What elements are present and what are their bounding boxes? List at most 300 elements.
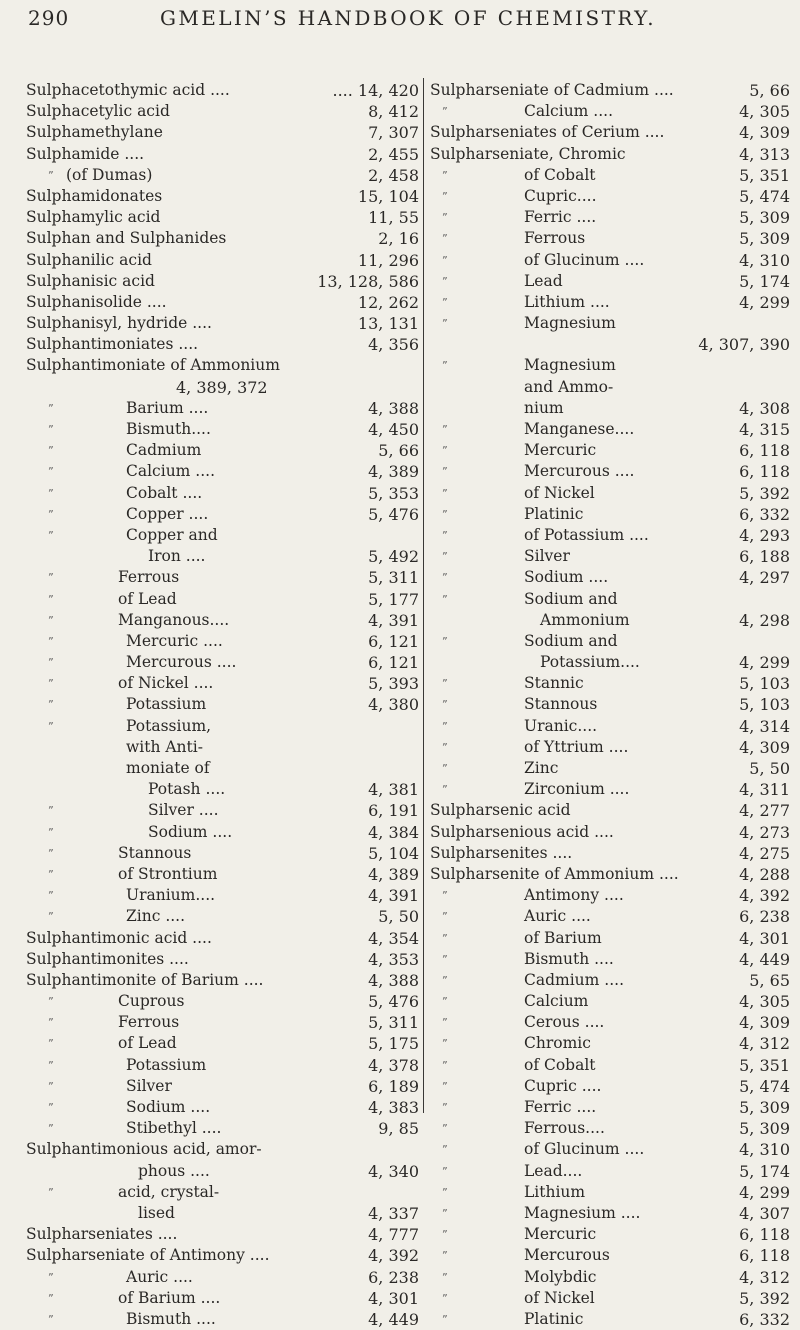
entry-reference: 2, 16 [378,229,419,249]
index-entry [430,1203,790,1224]
ditto-mark: ” [442,698,448,712]
entry-label: Bismuth.... [126,420,211,438]
entry-label: Bismuth .... [524,949,614,968]
entry-label: moniate of [126,759,210,777]
entry-label: of Barium [524,928,602,947]
index-entry [430,970,790,991]
ditto-mark: ” [48,168,54,182]
index-entry [430,207,790,228]
ditto-mark: ” [442,211,448,225]
entry-label: Cuprous [118,992,185,1011]
index-entry [430,165,790,186]
index-entry [430,292,790,313]
ditto-mark: ” [48,1122,54,1136]
entry-label: Sulphanisolide .... [26,292,167,311]
ditto-mark: ” [48,846,54,860]
ditto-mark: ” [48,867,54,881]
index-entry [430,483,790,504]
entry-reference: 5, 476 [368,992,419,1012]
entry-label: and Ammo- [524,377,614,396]
index-entry [430,1309,790,1330]
ditto-mark: ” [442,910,448,924]
entry-label: Cerous .... [524,1013,605,1032]
entry-label: of Nickel [524,1288,595,1307]
entry-reference: 6, 118 [739,441,790,461]
index-entry [26,1118,419,1139]
entry-reference: 12, 262 [357,292,419,312]
entry-reference: 4, 310 [739,1140,790,1160]
entry-label: Platinic [524,504,584,523]
entry-label: Potassium, [126,716,212,735]
entry-label: Zinc [524,759,559,777]
ditto-mark: ” [442,1143,448,1157]
entry-label: Sulpharseniate of Antimony .... [26,1246,270,1265]
index-entry [430,271,790,292]
entry-reference: 5, 174 [739,1161,790,1181]
page-header [0,6,800,36]
entry-reference: 4, 309 [739,737,790,757]
entry-reference: 5, 393 [368,674,419,694]
entry-reference: 4, 777 [368,1225,419,1245]
index-entry [26,1309,419,1330]
entry-reference: 4, 307, 390 [698,335,790,355]
entry-label: Copper .... [126,504,209,523]
index-entry [430,1224,790,1245]
ditto-mark: ” [442,1037,448,1051]
ditto-mark: ” [442,1164,448,1178]
entry-label: Sulphan and Sulphanides [26,229,227,248]
entry-label: Lithium [524,1182,586,1201]
entry-label: Sulphacetothymic acid .... [26,81,230,99]
entry-reference: 4, 312 [739,1034,790,1054]
ditto-mark: ” [442,1101,448,1114]
index-entry [430,355,790,376]
entry-reference: 4, 381 [368,780,419,800]
index-entry [26,1182,419,1203]
index-entry [26,377,419,398]
index-entry [430,101,790,122]
ditto-mark: ” [48,995,54,1009]
ditto-mark: ” [48,910,54,924]
entry-reference: 4, 383 [368,1098,419,1117]
ditto-mark: ” [442,952,448,966]
entry-reference: 4, 275 [739,843,790,863]
index-entry [430,864,790,885]
entry-label: Uranium.... [126,886,216,905]
ditto-mark: ” [442,1206,448,1220]
entry-reference: 5, 66 [749,81,790,100]
ditto-mark: ” [442,444,448,458]
entry-label: Sulphantimonic acid .... [26,928,212,947]
entry-label: Stannous [524,695,598,714]
entry-reference: 6, 118 [739,1246,790,1266]
ditto-mark: ” [48,698,54,712]
entry-reference: 4, 315 [739,420,790,439]
entry-reference: 4, 392 [368,1246,419,1266]
ditto-mark: ” [442,317,448,331]
entry-label: Sulphantimoniates .... [26,335,199,354]
entry-reference: 5, 174 [739,271,790,291]
entry-label: Uranic.... [524,716,598,735]
entry-reference: 4, 388 [368,398,419,418]
ditto-mark: ” [442,571,448,585]
index-entry [26,504,419,525]
entry-reference: 5, 311 [368,568,419,588]
entry-label: Mercurous [524,1246,610,1265]
ditto-mark: ” [48,1079,54,1093]
ditto-mark: ” [48,1058,54,1072]
index-entry [26,101,419,122]
index-entry [430,800,790,821]
index-entry [430,228,790,249]
entry-label: Sulpharseniates .... [26,1225,178,1244]
index-entry [26,1076,419,1097]
index-entry [26,228,419,249]
index-entry [26,398,419,419]
index-entry [430,419,790,440]
index-entry [430,1267,790,1288]
ditto-mark: ” [442,1185,448,1199]
entry-label: lised [138,1203,175,1222]
index-entry [26,546,419,567]
entry-reference: 5, 474 [739,186,790,206]
entry-reference: 4, 311 [739,780,790,800]
index-entry [26,313,419,334]
entry-reference: 5, 177 [368,589,419,609]
index-entry [26,567,419,588]
entry-reference: 4, 389 [368,864,419,884]
entry-label: of Yttrium .... [524,737,629,756]
ditto-mark: ” [48,528,54,542]
index-entry [430,1161,790,1182]
index-entry [430,610,790,631]
entry-label: Stannous [118,843,192,862]
index-entry [430,991,790,1012]
ditto-mark: ” [442,1079,448,1093]
entry-reference: 4, 309 [739,123,790,143]
entry-reference: 6, 118 [739,462,790,482]
entry-label: phous .... [138,1161,210,1180]
entry-label: Mercuric [524,441,597,460]
ditto-mark: ” [442,189,448,203]
entry-reference: 4, 299 [739,1182,790,1202]
ditto-mark: ” [48,677,54,691]
index-entry [26,483,419,504]
entry-reference: 4, 313 [739,144,790,164]
index-entry [26,991,419,1012]
entry-reference: 4, 301 [368,1288,419,1308]
entry-reference: 4, 449 [739,949,790,969]
index-entry [26,186,419,207]
index-entry [430,461,790,482]
index-column-left [26,80,419,1329]
ditto-mark: ” [442,634,448,648]
entry-reference: 5, 476 [368,504,419,524]
entry-label: Stannic [524,674,584,693]
entry-label: Sulpharsenite of Ammonium .... [430,864,679,883]
entry-reference: 4, 391 [368,886,419,906]
entry-reference: 4, 314 [739,716,790,736]
entry-reference: 5, 175 [368,1034,419,1054]
entry-label: Sulphamethylane [26,123,163,142]
entry-reference: 5, 104 [368,843,419,863]
entry-reference: 6, 332 [739,1309,790,1329]
index-entry [26,716,419,737]
entry-reference: 4, 307 [739,1203,790,1223]
entry-reference: 15, 104 [357,186,419,206]
entry-label: Ammonium [540,610,630,629]
ditto-mark: ” [442,973,448,987]
entry-label: Sulphantimonite of Barium .... [26,970,264,989]
index-entry [26,589,419,610]
entry-reference: 5, 50 [378,907,419,927]
entry-label: Cupric.... [524,186,597,205]
entry-label: (of Dumas) [66,165,153,184]
index-entry [26,207,419,228]
index-entry [26,906,419,927]
entry-label: acid, crystal- [118,1182,220,1201]
entry-reference: 4, 309 [739,1013,790,1033]
entry-label: Cadmium .... [524,970,624,989]
entry-label: of Glucinum .... [524,1140,645,1159]
entry-reference: 4, 305 [739,102,790,122]
ditto-mark: ” [48,444,54,458]
entry-reference: 4, 308 [739,398,790,418]
entry-label: Ferrous [524,229,586,248]
entry-label: Mercurous .... [126,653,237,672]
index-entry [26,440,419,461]
index-entry [430,1033,790,1054]
entry-label: of Nickel .... [118,674,214,693]
entry-reference: 4, 380 [368,695,419,715]
entry-label: Sodium and [524,631,618,650]
ditto-mark: ” [48,486,54,500]
entry-reference: 4, 301 [739,928,790,948]
index-entry [26,1288,419,1309]
entry-label: Sulphantimoniate of Ammonium [26,356,280,375]
entry-label: Mercuric .... [126,631,223,650]
entry-label: Sulphamidonates [26,186,163,205]
entry-label: Barium .... [126,398,209,417]
entry-reference: 4, 297 [739,568,790,588]
ditto-mark: ” [442,740,448,754]
ditto-mark: ” [48,401,54,415]
ditto-mark: ” [442,1312,448,1326]
page-number: 290 [28,6,70,30]
entry-reference: 6, 188 [739,547,790,567]
entry-reference: 4, 378 [368,1055,419,1075]
index-entry [430,673,790,694]
ditto-mark: ” [442,931,448,945]
index-entry [430,949,790,970]
index-entry [26,1267,419,1288]
index-entry [26,165,419,186]
entry-reference: 4, 392 [739,886,790,906]
ditto-mark: ” [48,719,54,733]
index-entry [26,292,419,313]
ditto-mark: ” [48,423,54,436]
ditto-mark: ” [442,550,448,564]
ditto-mark: ” [442,762,448,775]
entry-label: with Anti- [126,737,203,756]
ditto-mark: ” [442,677,448,691]
entry-reference: 4, 450 [368,420,419,439]
ditto-mark: ” [48,1185,54,1199]
ditto-mark: ” [442,1270,448,1284]
entry-reference: 5, 66 [378,441,419,461]
entry-reference: 4, 389, 372 [176,377,268,397]
index-entry [26,928,419,949]
entry-label: Sulpharsenic acid [430,801,571,820]
ditto-mark: ” [442,274,448,288]
entry-reference: 5, 309 [739,208,790,228]
index-entry [26,673,419,694]
entry-reference: 4, 389 [368,462,419,482]
entry-reference: 5, 309 [739,229,790,249]
index-entry [430,144,790,165]
entry-label: of Strontium [118,864,218,883]
entry-label: Sodium .... [524,568,609,587]
running-title: GMELIN’S HANDBOOK OF CHEMISTRY. [160,6,656,30]
entry-label: Sulphantimonious acid, amor- [26,1140,262,1159]
entry-reference: 6, 121 [368,653,419,673]
entry-reference: 11, 55 [368,208,419,228]
entry-reference: 5, 392 [739,1288,790,1308]
ditto-mark: ” [48,1016,54,1030]
index-entry [26,694,419,715]
ditto-mark: ” [48,1312,54,1326]
entry-label: Sodium and [524,589,618,608]
entry-label: Sulphantimonites .... [26,949,189,968]
entry-reference: 6, 191 [368,801,419,821]
index-entry [26,652,419,673]
index-entry [26,122,419,143]
index-entry [26,949,419,970]
index-entry [26,144,419,165]
index-entry [430,1118,790,1139]
ditto-mark: ” [442,1228,448,1242]
index-entry [26,1012,419,1033]
entry-label: Calcium [524,992,589,1011]
entry-reference: 4, 298 [739,610,790,630]
ditto-mark: ” [442,889,448,903]
index-entry [26,525,419,546]
ditto-mark: ” [442,105,448,119]
ditto-mark: ” [442,486,448,500]
index-entry [430,1139,790,1160]
entry-reference: 4, 449 [368,1309,419,1329]
index-entry [430,250,790,271]
entry-label: Mercurous .... [524,462,635,481]
entry-label: Ferrous [118,1013,180,1032]
ditto-mark: ” [48,1291,54,1305]
entry-label: Sulphacetylic acid [26,102,170,121]
entry-label: Lead [524,271,563,290]
index-entry [430,122,790,143]
ditto-mark: ” [442,1058,448,1072]
entry-reference: 4, 354 [368,928,419,948]
entry-reference: 4, 288 [739,864,790,884]
entry-reference: 6, 332 [739,504,790,524]
index-entry [26,250,419,271]
entry-reference: 7, 307 [368,123,419,143]
ditto-mark: ” [48,656,54,670]
index-entry [430,716,790,737]
entry-label: of Lead [118,1034,177,1053]
ditto-mark: ” [442,1291,448,1305]
entry-reference: 4, 277 [739,801,790,821]
entry-label: of Glucinum .... [524,250,645,269]
index-entry [26,737,419,758]
entry-label: Copper and [126,525,218,544]
entry-reference: 5, 351 [739,1055,790,1075]
ditto-mark: ” [48,1270,54,1284]
index-entry [26,334,419,355]
entry-label: Cobalt .... [126,483,203,502]
index-entry [430,525,790,546]
index-entry [26,1139,419,1160]
index-entry [430,694,790,715]
index-entry [430,652,790,673]
entry-label: Silver .... [148,801,219,820]
ditto-mark: ” [442,1016,448,1030]
entry-reference: 4, 312 [739,1267,790,1287]
index-entry [430,589,790,610]
entry-reference: 5, 50 [749,759,790,778]
index-entry [26,1055,419,1076]
entry-label: Sodium .... [148,822,233,841]
index-entry [26,631,419,652]
index-entry [430,80,790,101]
index-entry [430,1245,790,1266]
entry-label: Sulpharseniates of Cerium .... [430,123,665,142]
index-entry [430,398,790,419]
entry-label: Bismuth .... [126,1309,216,1328]
index-entry [430,334,790,355]
entry-label: Cupric .... [524,1076,602,1095]
entry-reference: 5, 103 [739,695,790,715]
entry-label: Zinc .... [126,907,186,926]
entry-label: Sulpharseniate, Chromic [430,144,626,163]
index-entry [430,631,790,652]
ditto-mark: ” [442,1249,448,1263]
entry-reference: 2, 458 [368,165,419,185]
entry-label: Potassium.... [540,653,640,672]
index-entry [26,1161,419,1182]
index-entry [430,1055,790,1076]
index-entry [26,864,419,885]
index-entry [430,885,790,906]
entry-reference: 4, 353 [368,949,419,969]
index-entry [26,355,419,376]
ditto-mark: ” [48,592,54,606]
entry-reference: 4, 340 [368,1161,419,1181]
index-entry [430,313,790,334]
index-entry [430,1076,790,1097]
entry-label: Lead.... [524,1161,583,1180]
index-entry [430,567,790,588]
entry-reference: 13, 131 [357,314,419,334]
entry-label: of Barium .... [118,1288,221,1307]
column-divider [423,78,424,1113]
ditto-mark: ” [48,507,54,521]
entry-reference: 6, 189 [368,1076,419,1096]
entry-label: of Potassium .... [524,525,649,544]
index-entry [430,779,790,800]
ditto-mark: ” [48,1037,54,1051]
ditto-mark: ” [442,253,448,267]
entry-label: Platinic [524,1309,584,1328]
